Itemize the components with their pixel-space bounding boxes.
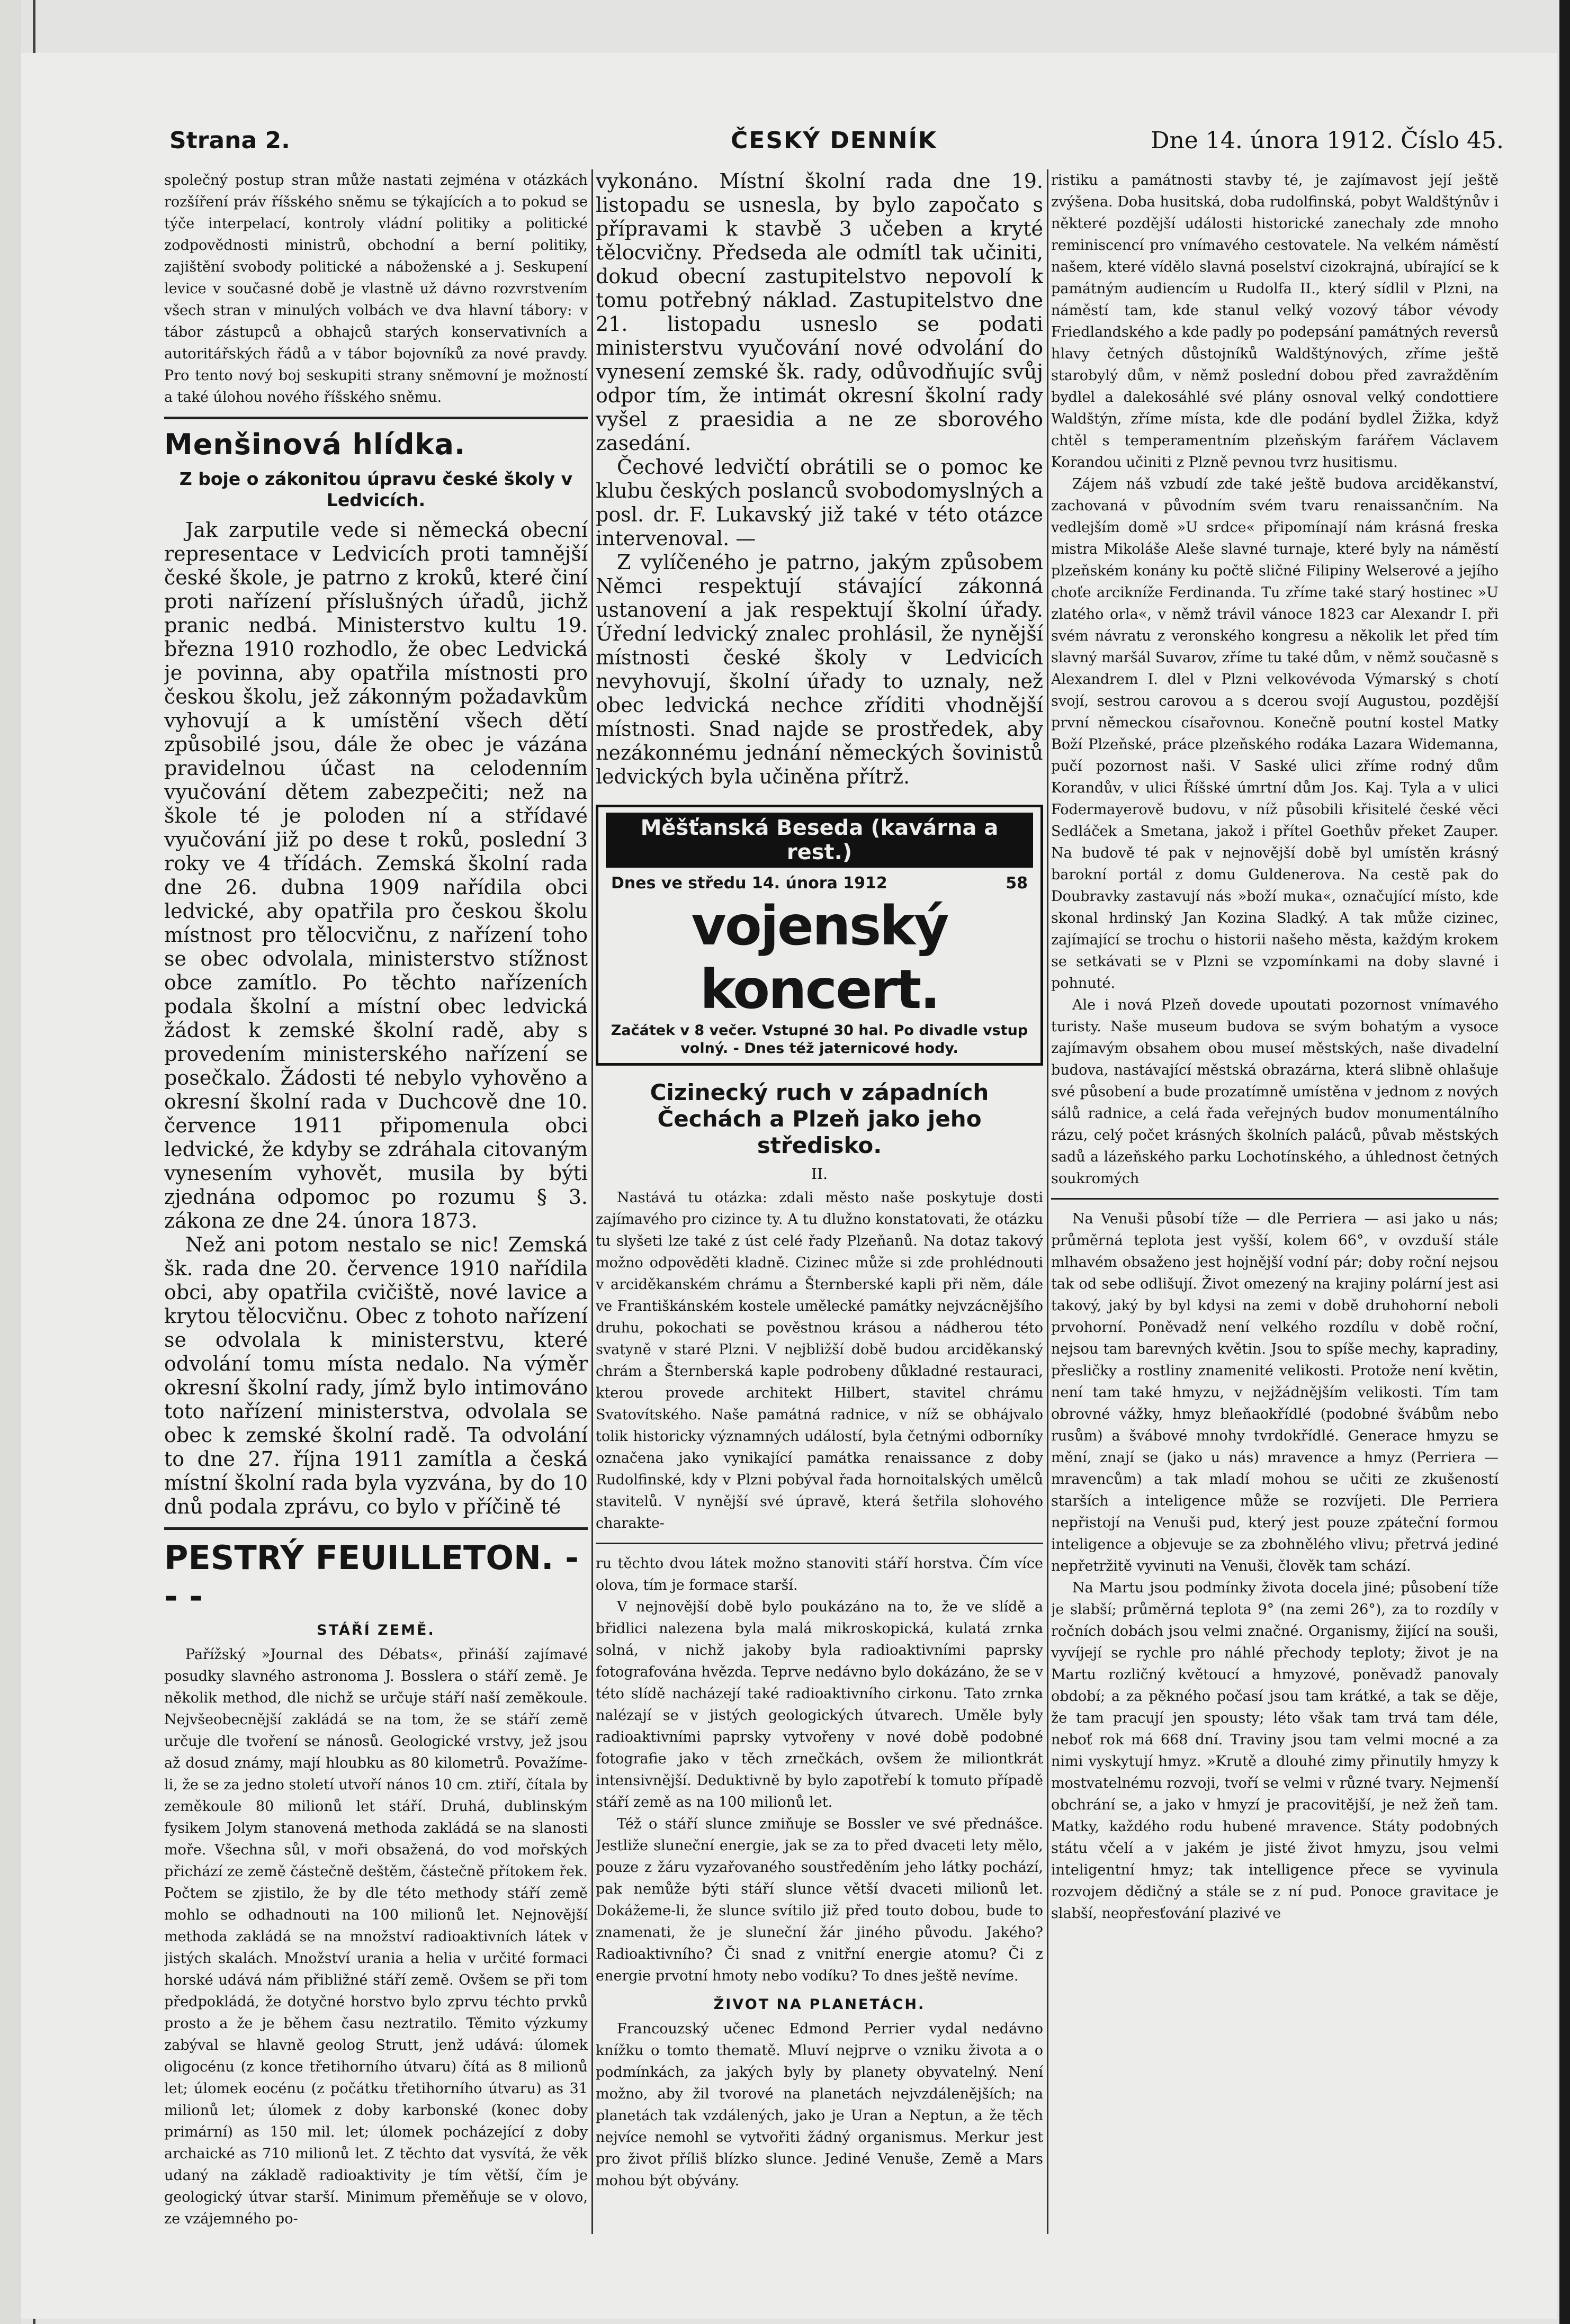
article-paragraph: vykonáno. Místní školní rada dne 19. listopadu se usnesla, by bylo započato s přípravami k stavbě 3 učeben a kryté tělocvičny. Předseda ale odmítl tak učiniti, dokud obecní zastupitelstvo nepovolí k tomu potřebný náklad. Zastupitelstvo dne 21. listopadu usneslo se podati ministerstvu vyučování nové odvolání do vynesení zemské šk. rady, odůvodňujíc svůj odpor tím, že intimát okresní školní rady vyšel z praesidia a ne ze sborového zasedání. (596, 169, 1043, 455)
article-part: II. (811, 1165, 828, 1183)
feuilleton-title: PESTRÝ FEUILLETON. - - - (164, 1538, 579, 1616)
concert-advertisement (596, 805, 1043, 1066)
page-label: Strana 2. (169, 127, 290, 154)
feuilleton-paragraph: ru těchto dvou látek možno stanoviti stáří horstva. Čím více olova, tím je formace starší. (596, 1555, 1043, 1593)
feuilleton-paragraph: Francouzský učenec Edmond Perrier vydal nedávno knížku o tomto thematě. Mluví nejprve o vzniku života a o podmínkách, za jakých byly by planety obyvatelný. Není možno, aby žil tvorové na planetách nejvzdálenějších; na planetách tak vzdálených, jako je Uran a Neptun, a že těch nejvíce nemohl se vytvořiti žádný organismus. Merkur jest pro život příliš blízko slunce. Jediné Venuše, Země a Mars mohou být obývány. (596, 2021, 1043, 2189)
column-left (164, 169, 588, 2260)
divider (596, 1543, 1043, 1544)
feuilleton-paragraph: Též o stáří slunce zmiňuje se Bossler ve své přednášce. Jestliže sluneční energie, jak se za to před dvaceti lety mělo, pouze z žáru vyzařovaného soustředěním jeho látky pochází, pak nemůže býti stáří slunce větší dvaceti milionů let. Dokážeme-li, že slunce svítilo již před touto dobou, bude to znamenati, že je sluneční žár jiného původu. Jakého? Radioaktivního? Či snad z vnitřní energie atomu? Či z energie prvotní hmoty nebo vodíku? To dnes ještě nevíme. (596, 1816, 1043, 1984)
feuilleton-paragraph: Pařížský »Journal des Débats«, přináší zajímavé posudky slavného astronoma J. Bosslera o stáří země. Je několik method, dle nichž se určuje stáří naší zeměkoule. Nejvšeobecnější zakládá se na tom, že se stáří země určuje dle tvoření se nánosů. Geologické vrstvy, jež jsou až dosud známy, mají hloubku as 80 kilometrů. Považíme-li, že se za jedno století utvoří nános 10 cm. ztiří, čítala by zeměkoule 80 milionů let stáří. Druhá, dublinským fysikem Jolym stanovená methoda zakládá se na slanosti moře. Všechna sůl, v moři obsažená, do vod mořských přichází ze země částečně deštěm, částečně přítokem řek. Počtem se zjistilo, že by dle této methody stáří země mohlo se odhadnouti na 100 milionů let. Nejnovější methoda zakládá se na množství radioaktivních látek v jistých skalách. Množství urania a helia v určité formaci horské udává nám přibližné stáří země. Ovšem se při tom předpokládá, že dotyčné horstvo bylo zprvu téchto prvků prosto a že je během času neztratilo. Těmito výzkumy zabýval se hlavně geolog Strutt, jenž udává: úlomek oligocénu (z konce třetihorního útvaru) čítá as 8 milionů let; úlomek eocénu (z počátku třetihorního útvaru) as 31 milionů let; úlomek z doby karbonské (konec doby primární) as 150 mil. let; úlomek pocházející z doby archaické as 710 milionů let. Z těchto dat vysvítá, že věk udaný na základě radioaktivity je tím větší, čím je geologický útvar starší. Minimum přeměňuje se v olovo, ze vzájemného po- (164, 1646, 588, 2227)
page-header (169, 127, 1504, 164)
article-paragraph: Z vylíčeného je patrno, jakým způsobem Němci respektují stávající zákonná ustanovení a jak respektují školní úřady. Úřední ledvický znalec prohlásil, že nynější místnosti české školy v Ledvicích nevyhovují, školní úřady to uznaly, než obec ledvická nechce zříditi vhodnější místnosti. Snad najde se prostředek, aby nezákonnému jednání německých šovinistů ledvických byla učiněna přítrž. (596, 551, 1043, 788)
ad-event: vojenský koncert. (691, 895, 948, 1021)
divider (164, 1527, 588, 1530)
divider (1051, 1198, 1499, 1200)
article-paragraph: ristiku a památnosti stavby té, je zajímavost její ještě zvýšena. Doba husitská, doba rudolfinská, pobyt Waldštýnův i některé pozdější události historické zanechaly zde mnoho reminiscencí pro vnímavého cestovatele. Na velkém náměstí našem, které vídělo slavná poselství cizokrajná, ubírající se k památným audiencím u Rudolfa II., který sídlil v Plzni, na náměstí tam, kde stanul velký vozový tábor vévody Friedlandského a kde padly po podepsání památných reversů hlavy četných důstojníků Waldštýnových, zříme ještě starobylý dům, v němž poslední dobou před zavražděním bydlel a dalekosáhlé své plány osnoval velký condottiere Waldštýn, zříme místa, kde dle podání bydlel Žižka, když chtěl s temperamentním plzeňským farářem Václavem Korandou učiniti z Plzně pevnou tvrz husitismu. (1051, 172, 1499, 471)
article-paragraph: Čechové ledvičtí obrátili se o pomoc ke klubu českých poslanců svobodomyslných a posl. dr. F. Lukavský již také v této otázce intervenoval. — (596, 455, 1043, 550)
feuilleton-paragraph: V nejnovější době bylo poukázáno na to, že ve slídě a břidlici nalezena byla malá mikroskopická, kulatá zrnka solná, v nichž jakoby byla radioaktivními paprsky fotografována hvězda. Teprve nedávno bylo dokázáno, že se v této slídě nacházejí také radioaktivního cirkonu. Tato zrnka nalézají se v jistých geologických útvarech. Uměle byly radioaktivními paprsky vytvořeny v nové době podobné fotografie jako v těch zrnečkách, ovšem že miliontkrát intensivnější. Deduktivně by bylo zapotřebí k tomuto případě stáří země as na 100 milionů let. (596, 1599, 1043, 1810)
section-title: Menšinová hlídka. (164, 428, 466, 461)
column-right (1051, 169, 1499, 2260)
divider (164, 417, 588, 419)
masthead: ČESKÝ DENNÍK (731, 127, 938, 154)
article-paragraph: Než ani potom nestalo se nic! Zemská šk. rada dne 20. července 1910 nařídila obci, aby opatřila cvičiště, nové lavice a krytou tělocvičnu. Obec z tohoto nařízení se odvolala k ministerstvu, které odvolání tomu místa nedalo. Na výměr okresní školní rady, jímž bylo intimováno toto nařízení ministerstva, odvolala se obec k zemské školní radě. Ta odvolání to dne 27. října 1911 zamítla a česká místní školní rada byla vyzvána, by do 10 dnů podala zprávu, co bylo v příčině té (164, 1233, 588, 1518)
feuilleton-subtitle: STÁŘÍ ZEMĚ. (317, 1622, 435, 1638)
article-subtitle: Z boje o zákonitou úpravu české školy v Ledvicích. (179, 469, 573, 510)
article-paragraph: Zájem náš vzbudí zde také ještě budova arciděkanství, zachovaná v původním svém tvaru renaissančním. Na vedlejším domě »U srdce« připomínají nám krásná freska mistra Mikoláše Aleše slavné turnaje, které byly na náměstí plzeňském konány ku počtě sličné Filipiny Welserové a jejího choťe arcikníže Ferdinanda. Tu zříme také starý hostinec »U zlatého orla«, v němž trávil vánoce 1823 car Alexandr I. při svém návratu z veronského kongresu a několik let před tím slavný maršál Suvarov, zříme tu také dům, v němž současně s Alexandrem I. dlel v Plzni velkovévoda Výmarský s chotí svojí, sestrou carovou a s dcerou svojí Augustou, pozdější první německou císařovnou. Konečně poutní kostel Matky Boží Plzeňské, práce plzeňského rodáka Lazara Widemanna, pučí pozornost naši. V Saské ulici zříme rodný dům Korandův, v ulici Říšské úmrtní dům Jos. Kaj. Tyla a v ulici Fodermayerově budovu, v níž působili křisitelé české věci Sedláček a Smetana, jakož i přítel Goethův překet Zauper. Na budově té pak v nejnovější době byl umístěn krásný barokní portál z domu Guldenerova. Na cestě pak do Doubravky zastavují nás »boží muka«, označující místo, kde skonal hrdinský Jan Kozina Sladký. A tak může cizinec, zajímající se trochu o historii našeho města, každým krokem se setkávati se v Plzni se vzpomínkami na doby slavné i pohnuté. (1051, 476, 1499, 992)
article-paragraph: Ale i nová Plzeň dovede upoutati pozornost vnímavého turisty. Naše museum budova se svým bohatým a vysoce zajímavým obsahem obou museí městských, naše divadelní budova, nastávající městská obrazárna, která slibně ohlašuje své působení a bude prozatímně umístěna v jednom z nových sálů radnice, a celá řada veřejných budov monumentálního rázu, celý počet krásných školních paláců, půvab městských sadů a lázeňského parku Lochotínského, a úhlednost četných soukromých (1051, 997, 1499, 1187)
intro-paragraph: společný postup stran může nastati zejména v otázkách rozšíření práv říšského sněmu se týkajících a to pokud se týče interpelací, kontroly vládní politiky a politické zodpovědnosti ministrů, obchodní a berní politiky, zajištění svobody politické a náboženské a j. Seskupení levice v současné době je vlastně už dávno rozvrstvením všech stran v minulých volbách ve dva hlavní tábory: v tábor zástupců a obhajců starých konservativních a autoritářských řádů a v tábor bojovníků za nové pravdy. Pro tento nový boj seskupiti strany sněmovní je možností a také úlohou nového říšského sněmu. (164, 172, 588, 406)
article-paragraph: Jak zarputile vede si německá obecní representace v Ledvicích proti tamnější české škole, je patrno z kroků, které činí proti nařízení příslušných úřadů, jichž pranic nedbá. Ministerstvo kultu 19. března 1910 rozhodlo, že obec Ledvická je povinna, aby opatřila místnosti pro českou školu, jež zákonným požadavkům vyhovují a k umístění všech dětí způsobilé jsou, dále že obec je vázána pravidelnou účast na celodenním vyučování dětem zabezpečiti; než na škole té je poloden ní a střídavé vyučování již po dese t roků, poslední 3 roky ve 4 třídách. Zemská školní rada dne 26. dubna 1909 nařídila obci ledvické, aby opatřila pro českou školu místnost pro tělocvičnu, z nařízení toho se obec odvolala, ministerstvo stížnost obce zamítlo. Po těchto nařízeních podala školní a místní obec ledvická žádost k zemské školní radě, aby s provedením ministerského nařízení se posečkalo. Žádosti té nebylo vyhověno a okresní školní rada v Duchcově dne 10. července 1911 připomenula obci ledvické, že kdyby se zdráhala citovaným vynesením vyhovět, musila by býti zjednána odpomoc po rozumu § 3. zákona ze dne 24. února 1873. (164, 518, 588, 1232)
column-middle (596, 169, 1043, 2260)
feuilleton-paragraph: Na Martu jsou podmínky života docela jiné; působení tíže je slabší; průměrná teplota 9° (na zemi 26°), za to rozdíly v ročních dobách jsou velmi značné. Organismy, žijící na souši, vyvíjejí se rychle pro náhlé přechody teploty; život je na Martu rozličný květoucí a hmyzové, poněvadž panovaly období; a za pěkného počasí jsou tam krátké, a tak se děje, že tam pracují jen spousty; léto však tam trvá tam déle, neboť rok má 668 dní. Traviny jsou tam velmi mocné a za nimi vyskytují hmyz. »Krutě a dlouhé zimy přinutily hmyzy k mostvatelnému rozvoji, tvoří se velmi v různé tvary. Nejmenší obchrání se, a jako v hmyzí je pracovitější, je než žeň tam. Matky, každého rodu hubené mravence. Státy podobných státu včelí a v jakém je jisté život hmyzu, jsou velmi inteligentní hmyz; tak intelligence přece se vyvinula rozvojem dědičný a stále se z ní pud. Ponoce gravitace je slabší, neopřesťování plazivé ve (1051, 1580, 1499, 1922)
scan-edge-right (1559, 0, 1570, 2324)
column-rule-2 (1047, 169, 1048, 2234)
feuilleton-paragraph: Na Venuši působí tíže — dle Perriera — asi jako u nás; průměrná teplota jest vyšší, kolem 66°, v ovzduší stále mlhavém obsaženo jest hojnější vodní pár; doby roční nejsou tak od sebe odlišují. Život omezený na krajiny polární jest asi takový, jaký by byl kdysi na zemi v době druhohorní neboli prvohorní. Poněvadž není velkého rozdílu v době roční, nejsou tam barevných květin. Jsou to spíše mechy, kapradiny, přesličky a rostliny znamenité velikosti. Protože není květin, není tam také hmyzu, v nejžádnějším velikosti. Tím tam obrovné vážky, hmyz bleňaokřídlé (podobné švábům nebo rusům) a švábové mnohy tvrdokřídlé. Generace hmyzu se mění, znají se (jako u nás) mravence a hmyz (Perriera — mravencům) a tak mladí mohou se učiti ze zkušeností starších a inteligence může se rozvíjeti. Dle Perriera nepřistojí na Venuši pud, který jest pouze zpáteční formou inteligence a objevuje se za zbohnělého vlivu; přetrvá jediné nepřetržitě vyvinuti na Venuši, člověk tam schází. (1051, 1211, 1499, 1574)
article-paragraph: Nastává tu otázka: zdali město naše poskytuje dosti zajímavého pro cizince ty. A tu dlužno konstatovati, že otázku tu slyšeti lze také z úst celé řady Plzeňanů. Na dotaz takový možno odpověděti kladně. Cizinec může si zde prohlédnouti v arciděkanském chrámu a Šternberské kapli při něm, dále ve Františkánském kostele umělecké památky nejvzácnějšího druhu, pokochati se pověstnou krásou a nádherou této svatyně v staré Plzni. V nejbližší době budou arciděkanský chrám a Šternberská kaple podrobeny důkladné restauraci, kterou provede architekt Hilbert, stavitel chrámu Svatovítského. Naše památná radnice, v níž se obhájvalo tolik historicky významných událostí, byla četnými odborníky označena jako vynikající památka renaissance z doby Rudolfinské, kdy v Plzni pobýval řada hornoitalských umělců stavitelů. V nynější své úpravě, která šetřila slohového charakte- (596, 1190, 1043, 1532)
article-title: Cizinecký ruch v západních Čechách a Plzeň jako jeho středisko. (650, 1079, 989, 1158)
ad-footer: Začátek v 8 večer. Vstupné 30 hal. Po divadle vstup volný. - Dnes též jaternicové hody. (611, 1022, 1028, 1057)
column-rule-1 (591, 169, 593, 2234)
date-issue: Dne 14. února 1912. Číslo 45. (1151, 127, 1504, 154)
ad-date-row (611, 874, 1028, 893)
ad-venue: Měšťanská Beseda (kavárna a rest.) (606, 813, 1033, 868)
scan-edge-left (0, 0, 21, 2324)
ad-number: 58 (1006, 874, 1028, 893)
ad-date: Dnes ve středu 14. února 1912 (611, 874, 887, 893)
planets-title: ŽIVOT NA PLANETÁCH. (713, 1996, 926, 2013)
